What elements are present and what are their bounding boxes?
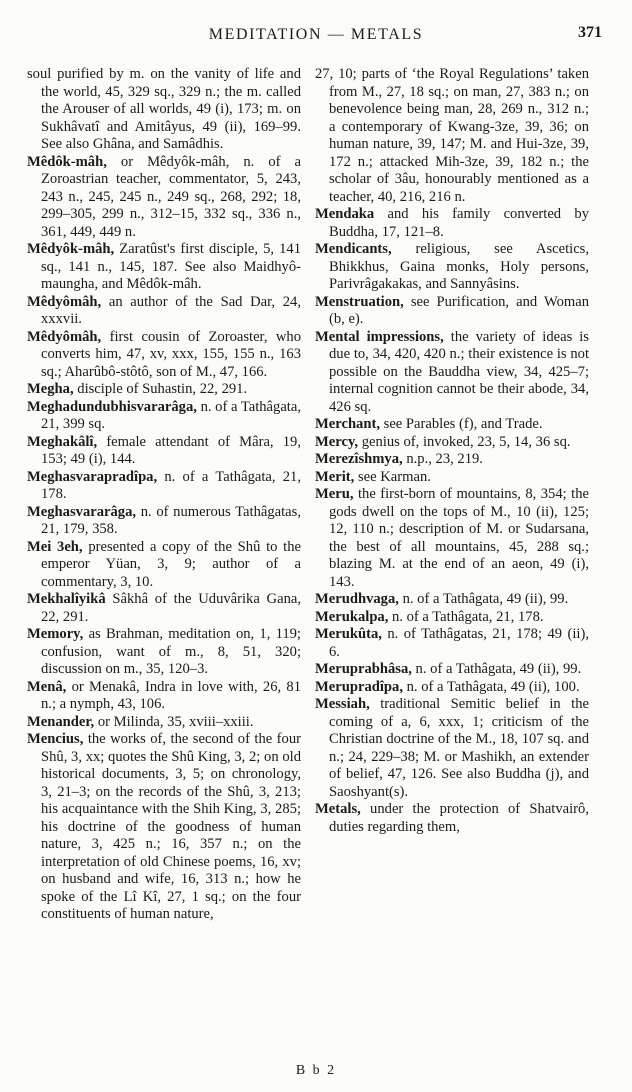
entry-text: or Menakâ, Indra in love with, 26, 81 n.; a nymph, 43, 106. (41, 678, 302, 712)
page-number: 371 (578, 24, 602, 41)
index-entry (315, 801, 589, 836)
index-entry (315, 434, 589, 452)
headword: Merezîshmya, (315, 451, 403, 467)
index-entry (315, 696, 589, 801)
entry-text: disciple of Suhastin, 22, 291. (77, 381, 248, 397)
headword: Meghasvararâga, (27, 503, 137, 520)
entry-text: n. of Tathâgatas, 21, 178; 49 (ii), 6. (329, 626, 589, 660)
headword: Mencius, (27, 731, 84, 747)
headword: Mêdyôk-mâh, (27, 241, 115, 257)
entry-text: religious, see Ascetics, Bhikkhus, Gaina monks, Holy persons, Parivrâgakakas, and Sannyâsins. (329, 241, 590, 292)
entry-text: n. of a Tathâgata, 49 (ii), 100. (406, 678, 580, 695)
entry-text: n. of a Tathâgata, 21, 178. (392, 608, 544, 625)
entry-text: first cousin of Zoroaster, who converts him, 47, xv, xxx, 155, 155 n., 163 sq.; Aharûbô-stôtô, son of M., 47, 166. (41, 328, 301, 380)
entry-text: 27, 10; parts of ‘the Royal Regulations’ taken from M., 27, 18 sq.; on man, 27, 383 n.; on benevolence being man, 28, 269 n., 312 n.; a contemporary of Kwang-3ze, 39, 36; on human nature, 39, 147; M. and Hui-3ze, 39, 172 n.; attacked Mih-3ze, 39, 182 n.; the scholar of 3âu, honourably mentioned as a teacher, 40, 216, 216 n. (315, 66, 589, 205)
headword: Merit, (315, 468, 355, 485)
headword: Merukalpa, (315, 608, 389, 625)
headword: Megha, (27, 381, 74, 397)
headword: Mêdyômâh, (27, 328, 102, 345)
index-entry (315, 661, 589, 679)
index-entry (27, 434, 301, 469)
entry-text: see Parables (f), and Trade. (383, 416, 543, 432)
headword: Mêdôk-mâh, (27, 153, 107, 170)
page-header (0, 20, 632, 46)
headword: Merukûta, (315, 626, 382, 642)
headword: Metals, (315, 801, 361, 817)
index-entry (27, 626, 301, 679)
entry-text: or Milinda, 35, xviii–xxiii. (97, 713, 254, 730)
headword: Mercy, (315, 433, 359, 450)
headword: Mental impressions, (315, 328, 444, 345)
entry-text: Sâkhâ of the Uduvârika Gana, 22, 291. (41, 591, 301, 625)
index-entry (27, 241, 301, 294)
entry-text: the works of, the second of the four Shû, 3, xx; quotes the Shû King, 3, 2; on old historical documents, 3, 5; on chronology, 3, 21–3; on the records of the Shû, 3, 213; his acquaintance with the Shih King, 3, 285; his doctrine of the goodness of human nature, 3, 425 n.; 16, 357 n.; on the interpretation of old Chinese poems, 16, xv; on husband and wife, 16, 313 n.; how he spoke of the Lî Kî, 27, 1 sq.; on the four constituents of human nature, (41, 731, 301, 922)
entry-text: soul purified by m. on the vanity of life and the world, 45, 329 sq., 329 n.; the m. called the Arouser of all worlds, 49 (i), 173; m. on Sukhâvatî and Amitâyus, 49 (ii), 169–99. See also Ghâna, and Samâdhis. (27, 66, 301, 152)
index-entry (315, 206, 589, 241)
headword: Merupradîpa, (315, 678, 403, 695)
headword: Merchant, (315, 416, 380, 432)
index-entry (27, 294, 301, 329)
index-entry (315, 294, 589, 329)
index-entry (27, 679, 301, 714)
index-entry (27, 154, 301, 242)
headword: Mekhalîyikâ (27, 591, 106, 607)
entry-text: n. of a Tathâgata, 49 (ii), 99. (415, 661, 582, 677)
entry-text: female attendant of Mâra, 19, 153; 49 (i), 144. (41, 433, 301, 467)
index-column-left (27, 66, 301, 924)
entry-text: an author of the Sad Dar, 24, xxxvii. (41, 293, 301, 327)
entry-text: and his family converted by Buddha, 17, 121–8. (329, 206, 589, 240)
entry-text: see Purification, and Woman (b, e). (329, 293, 589, 327)
index-entry (27, 329, 301, 382)
headword: Menâ, (27, 678, 67, 695)
headword: Mei 3eh, (27, 538, 83, 555)
index-entry (315, 679, 589, 697)
entry-text: or Mêdyôk-mâh, n. of a Zoroastrian teacher, commentator, 5, 243, 243 n., 245, 245 n., 249 sq., 268, 292; 18, 299–305, 299 n., 312–15, 332 sq., 336 n., 361, 449, 449 n. (41, 153, 301, 240)
entry-text: traditional Semitic belief in the coming of a, 6, xxx, 1; criticism of the Christian doctrine of the M., 18, 107 sq. and n.; 24, 229–38; M. or Mashikh, an extender of belief, 47, 126. See also Buddha (j), and Saoshyant(s). (329, 696, 590, 800)
index-entry (315, 486, 589, 591)
headword: Mêdyômâh, (27, 293, 102, 310)
entry-text: Zaratûst's first disciple, 5, 141 sq., 141 n., 145, 187. See also Maidhyô-maungha, and Mêdôk-mâh. (41, 241, 301, 292)
index-entry (27, 714, 301, 732)
index-entry (27, 504, 301, 539)
headword: Meghakâlî, (27, 433, 98, 450)
entry-text: n.p., 23, 219. (406, 451, 483, 467)
running-head: MEDITATION — METALS (208, 26, 424, 43)
headword: Meru, (315, 486, 354, 502)
signature-mark: B b 2 (295, 1063, 337, 1078)
entry-text: genius of, invoked, 23, 5, 14, 36 sq. (361, 433, 571, 450)
index-entry (315, 469, 589, 487)
entry-text: under the protection of Shatvairô, duties regarding them, (329, 801, 589, 835)
entry-text: as Brahman, meditation on, 1, 119; confusion, want of m., 8, 51, 320; discussion on m., 35, 120–3. (41, 626, 301, 677)
entry-text: n. of a Tathâgata, 49 (ii), 99. (402, 591, 569, 607)
entry-text: the variety of ideas is due to, 34, 420, 420 n.; their existence is not possible on the Bauddha view, 34, 425–7; internal cognition cannot be their abode, 34, 426 sq. (329, 328, 589, 415)
headword: Merudhvaga, (315, 591, 399, 607)
entry-text: see Karman. (357, 468, 431, 485)
index-entry (27, 731, 301, 924)
headword: Meruprabhâsa, (315, 661, 412, 677)
headword: Meghasvarapradîpa, (27, 468, 158, 485)
entry-text: n. of numerous Tathâgatas, 21, 179, 358. (41, 503, 301, 537)
index-entry (27, 381, 301, 399)
headword: Meghadundubhisvararâga, (27, 398, 197, 415)
index-entry (27, 591, 301, 626)
index-entry (315, 609, 589, 627)
entry-text: n. of a Tathâgata, 21, 399 sq. (41, 398, 301, 432)
index-entry (315, 329, 589, 417)
index-entry (315, 591, 589, 609)
headword: Mendaka (315, 206, 375, 222)
index-entry (27, 469, 301, 504)
entry-text: the first-born of mountains, 8, 354; the gods dwell on the tops of M., 10 (ii), 125; 12, 110 n.; description of M. or Sudarsana, the best of all mountains, 45, 288 sq.; blazing M. at the end of an aeon, 49 (i), 143. (329, 486, 589, 590)
index-entry (27, 539, 301, 592)
index-entry (27, 399, 301, 434)
index-entry (315, 66, 589, 206)
entry-text: n. of a Tathâgata, 21, 178. (41, 468, 301, 502)
headword: Menander, (27, 713, 95, 730)
headword: Memory, (27, 626, 84, 642)
headword: Menstruation, (315, 293, 404, 310)
index-entry (315, 626, 589, 661)
index-column-right (315, 66, 589, 836)
index-entry (315, 241, 589, 294)
index-entry (315, 416, 589, 434)
headword: Mendicants, (315, 241, 392, 257)
headword: Messiah, (315, 696, 370, 712)
index-entry (27, 66, 301, 154)
index-entry (315, 451, 589, 469)
entry-text: presented a copy of the Shû to the emperor Yüan, 3, 9; author of a commentary, 3, 10. (41, 538, 302, 590)
